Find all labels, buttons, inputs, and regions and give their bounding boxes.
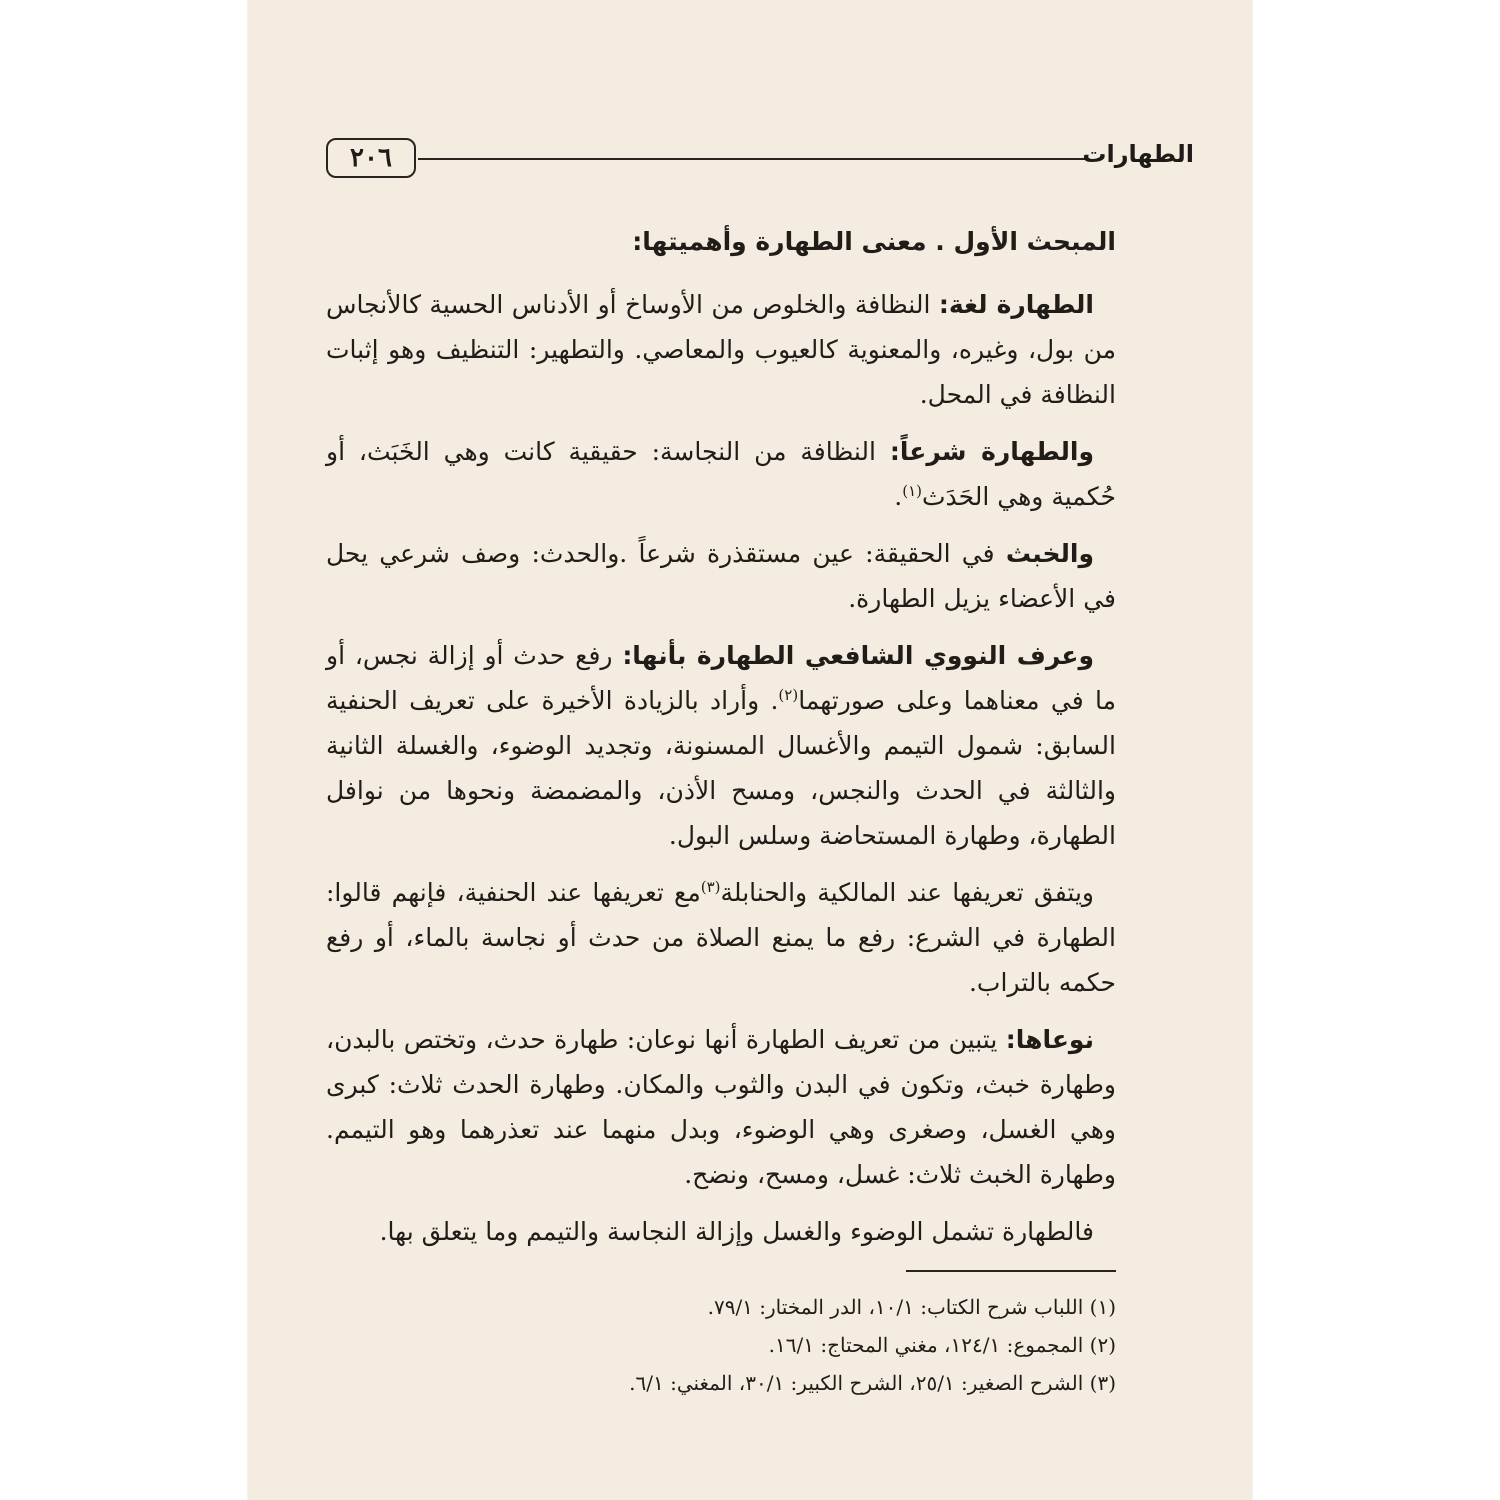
running-title: الطهارات [1082,140,1194,168]
paragraph-text: رفع حدث أو إزالة نجس، أو ما في معناهما وعلى صورتهما [326,641,1116,715]
footnote-ref[interactable]: (٣) [700,878,721,896]
footnote-ref[interactable]: (٢) [778,686,799,704]
paragraph-shara [326,429,1116,519]
footnote-2: (٢) المجموع: ١٢٤/١، مغني المحتاج: ١٦/١. [768,1333,1116,1357]
paragraph-text: يتبين من تعريف الطهارة أنها نوعان: طهارة حدث، وتختص بالبدن، وطهارة خبث، وتكون في البدن والثوب والمكان. وطهارة الحدث ثلاث: كبرى وهي الغسل، وصغرى وهي الوضوء، وبدل منهما عند تعذرهما وهو التيمم. وطهارة الخبث ثلاث: غسل، ومسح، ونضح. [326,1025,1116,1189]
paragraph-term: والخبث [1005,539,1094,568]
page-body [326,222,1116,1402]
paragraph-term: الطهارة لغة: [938,290,1094,319]
footnote-divider [906,1270,1116,1272]
footnotes [326,1288,1116,1402]
page-header [326,138,1194,178]
paragraph-text: النظافة من النجاسة: حقيقية كانت وهي الخَبَث، أو حُكمية وهي الحَدَث [326,437,1116,511]
footnote-1: (١) اللباب شرح الكتاب: ١٠/١، الدر المختار: ٧٩/١. [707,1295,1116,1319]
paragraph-text: . [894,482,903,511]
paragraph-malikiya [326,870,1116,1005]
paragraph-term: وعرف النووي الشافعي الطهارة بأنها: [622,641,1094,670]
book-page [248,0,1252,1500]
paragraph-conclusion [326,1209,1116,1254]
paragraph-term: والطهارة شرعاً: [889,437,1094,466]
page-number: ٢٠٦ [326,138,416,178]
paragraph-nawawi [326,633,1116,858]
header-rule [418,158,1086,160]
footnote-ref[interactable]: (١) [902,482,922,500]
paragraph-text: النظافة والخلوص من الأوساخ أو الأدناس الحسية كالأنجاس من بول، وغيره، والمعنوية كالعيوب والمعاصي. والتطهير: التنظيف وهو إثبات النظافة في المحل. [326,290,1116,409]
paragraph-text: في الحقيقة: عين مستقذرة شرعاً .والحدث: وصف شرعي يحل في الأعضاء يزيل الطهارة. [326,539,1116,613]
footnote-3: (٣) الشرح الصغير: ٢٥/١، الشرح الكبير: ٣٠/١، المغني: ٦/١. [629,1371,1116,1395]
paragraph-text: مع تعريفها عند الحنفية، فإنهم قالوا: الطهارة في الشرع: رفع ما يمنع الصلاة من حدث أو نجاسة بالماء، أو رفع حكمه بالتراب. [326,878,1116,997]
paragraph-text: فالطهارة تشمل الوضوء والغسل وإزالة النجاسة والتيمم وما يتعلق بها. [379,1217,1094,1246]
paragraph-naw-aha [326,1017,1116,1197]
paragraph-text: . وأراد بالزيادة الأخيرة على تعريف الحنفية السابق: شمول التيمم والأغسال المسنونة، وتجديد الوضوء، والغسلة الثانية والثالثة في الحدث والنجس، ومسح الأذن، والمضمضة ونحوها من نوافل الطهارة، وطهارة المستحاضة وسلس البول. [326,686,1116,850]
paragraph-text: ويتفق تعريفها عند المالكية والحنابلة [720,878,1094,907]
paragraph-term: نوعاها: [1005,1025,1094,1054]
section-heading: المبحث الأول . معنى الطهارة وأهميتها: [632,227,1116,256]
paragraph-khabath [326,531,1116,621]
paragraph-lugha [326,282,1116,417]
